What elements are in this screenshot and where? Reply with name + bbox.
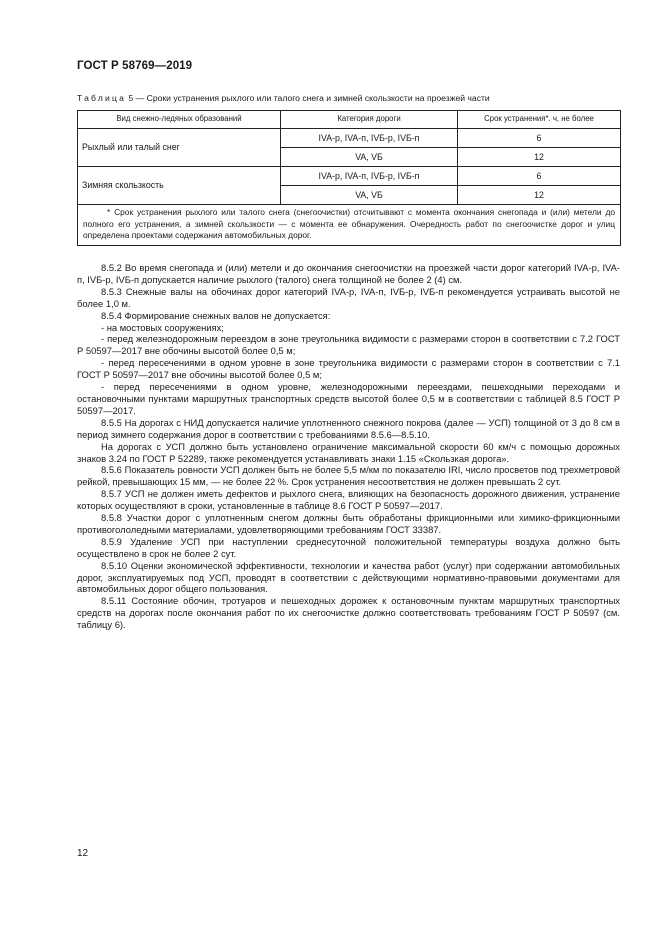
table-row [78, 167, 621, 186]
list-item: - перед пересечениями в одном уровне в зоне треугольника видимости с размерами сторон в соответствии с 7.1 ГОСТ Р 50597—2017 вне обочины высотой более 0,5 м; [77, 357, 620, 381]
category-cell: IVA-p, IVA-п, IVБ-р, IVБ-п [281, 167, 458, 186]
table-header-row [78, 111, 621, 129]
formation-cell: Зимняя скользкость [78, 167, 281, 205]
term-cell: 12 [458, 186, 621, 205]
table-footnote: * Срок устранения рыхлого или талого снега (снегоочистки) отсчитывают с момента окончания снегопада и (или) метели до полного его устранения, а зимней скользкости — с момента ее обнаружения. Очередность работ по снегоочистке дорог и улиц определена проектами содержания автомобильных дорог. [78, 205, 621, 246]
paragraph: 8.5.7 УСП не должен иметь дефектов и рыхлого снега, влияющих на безопасность дорожного движения, устранение которых осуществляют в сроки, установленные в таблице 8.6 ГОСТ Р 50597—2017. [77, 488, 620, 512]
page-number: 12 [77, 848, 89, 859]
paragraph: 8.5.10 Оценки экономической эффективности, технологии и качества работ (услуг) при содержании автомобильных дорог, эксплуатируемых под УСП, проводят в соответствии с действующими нормативно-правовыми документами для автомобильных дорог общего пользования. [77, 559, 620, 595]
paragraph: 8.5.11 Состояние обочин, тротуаров и пешеходных дорожек к остановочным пунктам маршрутных транспортных средств на дорогах после окончания работ по их снегоочистке должно соответствовать требованиям ГОСТ Р 50597 (см. таблицу 6). [77, 595, 620, 631]
paragraph: 8.5.4 Формирование снежных валов не допускается: [101, 309, 331, 321]
table-caption-text: 5 — Сроки устранения рыхлого или талого снега и зимней скользкости на проезжей части [126, 93, 490, 103]
formation-cell: Рыхлый или талый снег [78, 129, 281, 167]
list-item: - перед железнодорожным переездом в зоне треугольника видимости с размерами сторон в соответствии с 7.2 ГОСТ Р 50597—2017 вне обочины высотой более 0,5 м; [77, 333, 620, 357]
paragraph: 8.5.3 Снежные валы на обочинах дорог категорий IVA-р, IVA-п, IVБ-р, IVБ-п рекомендуется устраивать высотой не более 1,0 м. [77, 285, 620, 309]
category-cell: VA, VБ [281, 148, 458, 167]
table-caption [77, 93, 490, 103]
category-cell: IVA-p, IVA-п, IVБ-р, IVБ-п [281, 129, 458, 148]
term-cell: 12 [458, 148, 621, 167]
paragraph: 8.5.9 Удаление УСП при наступлении среднесуточной положительной температуры воздуха должно быть осуществлено в срок не более 2 сут. [77, 535, 620, 559]
snow-removal-table [77, 110, 621, 246]
term-cell: 6 [458, 129, 621, 148]
header-term: Срок устранения*. ч, не более [458, 111, 621, 129]
term-cell: 6 [458, 167, 621, 186]
list-item: - перед пересечениями в одном уровне, железнодорожными переездами, пешеходными переходами и остановочными пунктами маршрутных транспортных средств высотой более 0,5 м в соответствии с таблицей 8.5 ГОСТ Р 50597—2017. [77, 381, 620, 416]
category-cell: VA, VБ [281, 186, 458, 205]
table-row [78, 129, 621, 148]
table-caption-label: Таблица [77, 93, 127, 103]
header-formation: Вид снежно-ледяных образований [78, 111, 281, 129]
paragraph: 8.5.5 На дорогах с НИД допускается наличие уплотненного снежного покрова (далее — УСП) толщиной от 3 до 8 см в период зимнего содержания дорог в соответствии с требованиями 8.5.6—8.5.10. [77, 416, 620, 440]
table-note-row [78, 205, 621, 246]
paragraph: 8.5.2 Во время снегопада и (или) метели и до окончания снегоочистки на проезжей части дорог категорий IVA-р, IVA-п, IVБ-р, IVБ-п допускается наличие рыхлого (талого) снега толщиной не более 2 (4) см. [77, 262, 620, 285]
section-body [77, 262, 620, 631]
paragraph: 8.5.8 Участки дорог с уплотненным снегом должны быть обработаны фрикционными или химико-фрикционными противогололедными материалами, удовлетворяющими требованиям ГОСТ 33387. [77, 512, 620, 535]
header-category: Категория дороги [281, 111, 458, 129]
paragraph: На дорогах с УСП должно быть установлено ограничение максимальной скорости 60 км/ч с помощью дорожных знаков 3.24 по ГОСТ Р 52289, также рекомендуется устанавливать знаки 1.15 «Скользкая дорога». [77, 440, 620, 464]
paragraph: 8.5.6 Показатель ровности УСП должен быть не более 5,5 м/км по показателю IRI, число просветов под трехметровой рейкой, превышающих 15 мм, — не более 22 %. Срок устранения несоответствия не должен превышать 2 сут. [77, 464, 620, 488]
list-item: - на мостовых сооружениях; [101, 321, 224, 333]
document-code: ГОСТ Р 58769—2019 [77, 60, 193, 72]
